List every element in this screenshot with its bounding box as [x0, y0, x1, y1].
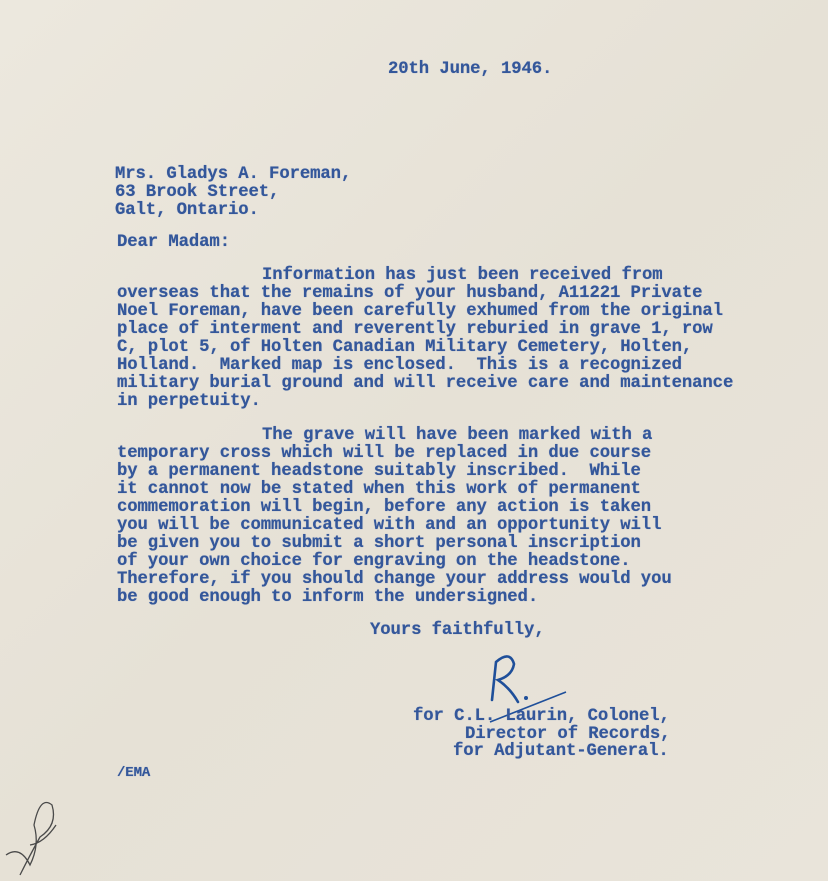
paragraph-2-line: be given you to submit a short personal inscription: [117, 534, 641, 553]
salutation: Dear Madam:: [117, 233, 230, 252]
paragraph-1-line: overseas that the remains of your husband, A11221 Private: [117, 284, 703, 303]
paragraph-1-line: Holland. Marked map is enclosed. This is a recognized: [117, 356, 682, 375]
letter-date: 20th June, 1946.: [388, 60, 553, 79]
paragraph-2-line: Therefore, if you should change your address would you: [117, 570, 672, 589]
paragraph-2-line: by a permanent headstone suitably inscribed. While: [117, 462, 641, 481]
paragraph-1-line: Noel Foreman, have been carefully exhumed from the original: [117, 302, 723, 321]
paragraph-1-line: military burial ground and will receive care and maintenance: [117, 374, 734, 393]
paragraph-1-line: place of interment and reverently reburied in grave 1, row: [117, 320, 713, 339]
closing: Yours faithfully,: [370, 621, 545, 640]
paragraph-2-line: of your own choice for engraving on the headstone.: [117, 552, 631, 571]
paragraph-2-line: The grave will have been marked with a: [262, 426, 653, 445]
recipient-name: Mrs. Gladys A. Foreman,: [115, 165, 352, 184]
paragraph-1-line: Information has just been received from: [262, 266, 663, 285]
paragraph-2-line: commemoration will begin, before any action is taken: [117, 498, 652, 517]
paragraph-1-line: in perpetuity.: [117, 392, 261, 411]
paragraph-2-line: you will be communicated with and an opportunity will: [117, 516, 662, 535]
paragraph-1-line: C, plot 5, of Holten Canadian Military Cemetery, Holten,: [117, 338, 693, 357]
reference-initials: /EMA: [117, 765, 151, 781]
signature-line-name: for C.L. Laurin, Colonel,: [413, 707, 670, 726]
paragraph-2-line: be good enough to inform the undersigned.: [117, 588, 539, 607]
handwritten-scribble: [0, 785, 70, 881]
paragraph-2-line: temporary cross which will be replaced in due course: [117, 444, 652, 463]
paragraph-2-line: it cannot now be stated when this work of permanent: [117, 480, 641, 499]
signature-line-title: Director of Records,: [465, 725, 671, 744]
recipient-street: 63 Brook Street,: [115, 183, 280, 202]
signature-line-office: for Adjutant-General.: [453, 742, 669, 761]
recipient-city: Galt, Ontario.: [115, 201, 259, 220]
